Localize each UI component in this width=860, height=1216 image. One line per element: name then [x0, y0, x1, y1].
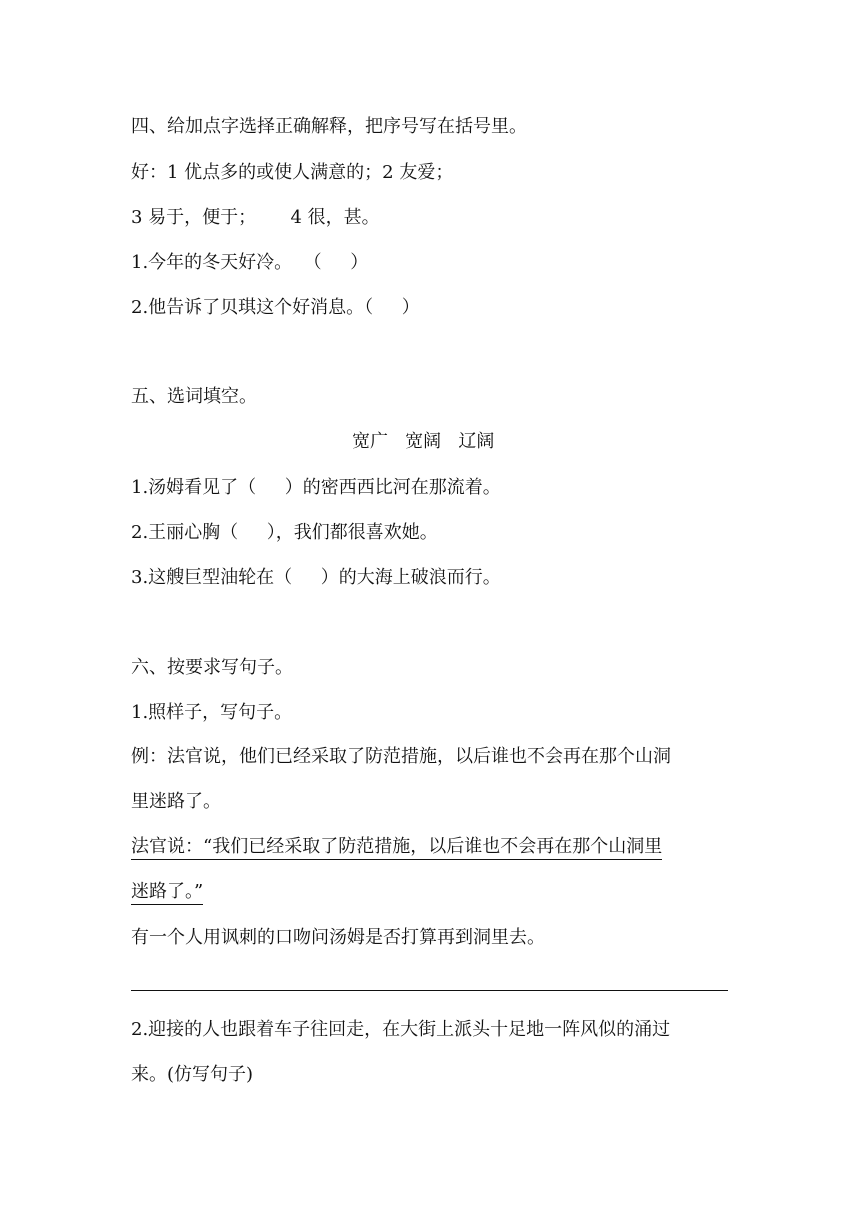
definition-line-1: 好：1 优点多的或使人满意的；2 友爱； [131, 162, 454, 183]
underlined-answer-2: 迷路了。” [131, 881, 203, 905]
question-6-2-line-2: 来。(仿写句子) [131, 1064, 254, 1085]
answer-line-1 [131, 835, 662, 859]
section-4-heading: 四、给加点字选择正确解释，把序号写在括号里。 [131, 116, 527, 137]
section-6-heading: 六、按要求写句子。 [131, 657, 293, 678]
word-choices: 宽广 宽阔 辽阔 [352, 431, 495, 452]
section-5-heading: 五、选词填空。 [131, 386, 257, 407]
definition-line-2: 3 易于，便于； 4 很，甚。 [131, 207, 380, 228]
underlined-answer-1: 法官说：“我们已经采取了防范措施，以后谁也不会再在那个山洞里 [131, 836, 662, 860]
example-line-2: 里迷路了。 [131, 791, 221, 812]
rewrite-task: 有一个人用讽刺的口吻问汤姆是否打算再到洞里去。 [131, 927, 545, 948]
answer-line-2 [131, 880, 203, 904]
answer-blank-line [131, 990, 728, 991]
question-4-1: 1.今年的冬天好冷。 （ ） [131, 252, 369, 273]
example-line-1: 例：法官说，他们已经采取了防范措施，以后谁也不会再在那个山洞 [131, 746, 671, 767]
question-6-2-line-1: 2.迎接的人也跟着车子往回走，在大街上派头十足地一阵风似的涌过 [131, 1019, 671, 1040]
question-4-2: 2.他告诉了贝琪这个好消息。（ ） [131, 297, 420, 318]
question-5-3: 3.这艘巨型油轮在（ ）的大海上破浪而行。 [131, 567, 501, 588]
question-5-2: 2.王丽心胸（ ），我们都很喜欢她。 [131, 522, 438, 543]
question-6-1-title: 1.照样子，写句子。 [131, 702, 293, 723]
question-5-1: 1.汤姆看见了（ ）的密西西比河在那流着。 [131, 477, 501, 498]
